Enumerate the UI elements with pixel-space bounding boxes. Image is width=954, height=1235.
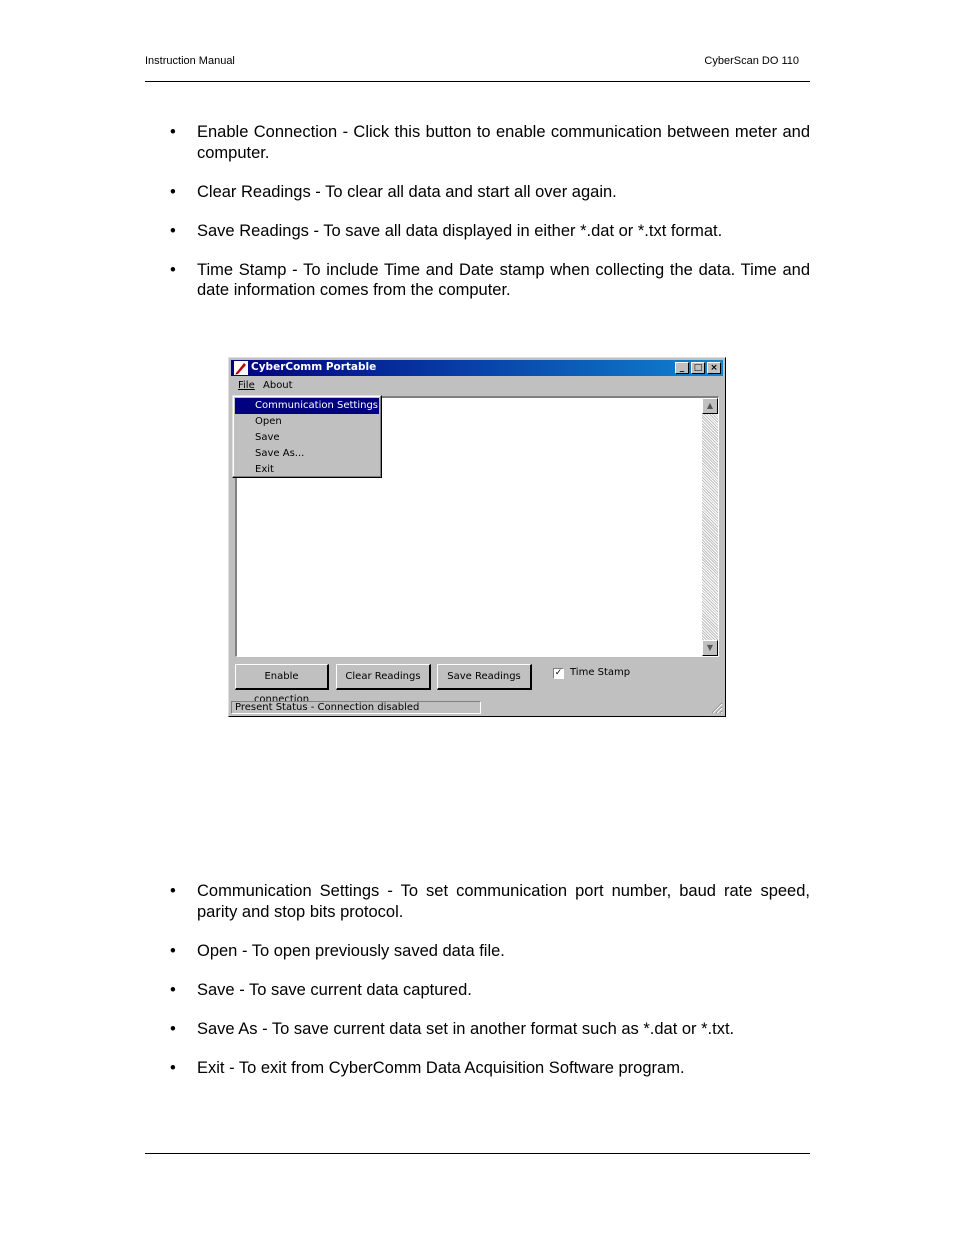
enable-connection-button[interactable]: Enable connection (235, 664, 329, 690)
file-menu-dropdown (232, 395, 382, 478)
bullet-save: • Save - To save current data captured. (170, 980, 472, 999)
bullet-open: • Open - To open previously saved data file. (170, 941, 505, 960)
menu-bar (231, 378, 723, 394)
resize-grip-icon[interactable] (711, 702, 723, 714)
bullet-clear-readings: • Clear Readings - To clear all data and start all over again. (170, 182, 617, 201)
save-readings-button[interactable]: Save Readings (437, 664, 532, 690)
time-stamp-label: Time Stamp (570, 667, 631, 678)
bullet-communication-settings: • Communication Settings - To set communication port number, baud rate speed, parity and stop bits protocol. (170, 882, 810, 921)
bullet-time-stamp: • Time Stamp - To include Time and Date stamp when collecting the data. Time and date information comes from the computer. (170, 260, 810, 299)
bullet-save-readings: • Save Readings - To save all data displayed in either *.dat or *.txt format. (170, 221, 723, 240)
menu-file[interactable]: File (238, 380, 255, 391)
maximize-button[interactable]: □ (691, 362, 705, 374)
scroll-up-icon[interactable]: ▲ (702, 398, 718, 414)
title-bar[interactable] (231, 360, 723, 376)
scroll-down-icon[interactable]: ▼ (702, 640, 718, 656)
bullet-exit: • Exit - To exit from CyberComm Data Acquisition Software program. (170, 1058, 685, 1077)
bullet-save-as: • Save As - To save current data set in another format such as *.dat or *.txt. (170, 1019, 735, 1038)
close-button[interactable]: × (707, 362, 721, 374)
top-bullet-list (170, 122, 810, 319)
menu-item-open[interactable]: Open (255, 416, 282, 427)
page-header-left: Instruction Manual (145, 55, 235, 67)
menu-item-save-as[interactable]: Save As... (255, 448, 305, 459)
vertical-scrollbar[interactable] (702, 398, 718, 656)
menu-item-exit[interactable]: Exit (255, 464, 274, 475)
minimize-button[interactable]: _ (675, 362, 689, 374)
app-pen-icon (234, 361, 248, 375)
status-bar: Present Status - Connection disabled (231, 701, 481, 714)
window-title: CyberComm Portable (251, 361, 377, 373)
footer-rule (145, 1153, 810, 1154)
page-header-right: CyberScan DO 110 (704, 55, 799, 67)
bullet-enable-connection: • Enable Connection - Click this button to enable communication between meter and computer. (170, 123, 810, 162)
menu-item-communication-settings[interactable]: Communication Settings (235, 398, 379, 414)
menu-about[interactable]: About (263, 380, 293, 391)
header-rule (145, 81, 810, 82)
cybercomm-window (228, 357, 726, 717)
time-stamp-checkbox[interactable]: ✓ (554, 668, 563, 678)
clear-readings-button[interactable]: Clear Readings (336, 664, 431, 690)
menu-item-save[interactable]: Save (255, 432, 280, 443)
bottom-bullet-list (170, 881, 810, 1097)
